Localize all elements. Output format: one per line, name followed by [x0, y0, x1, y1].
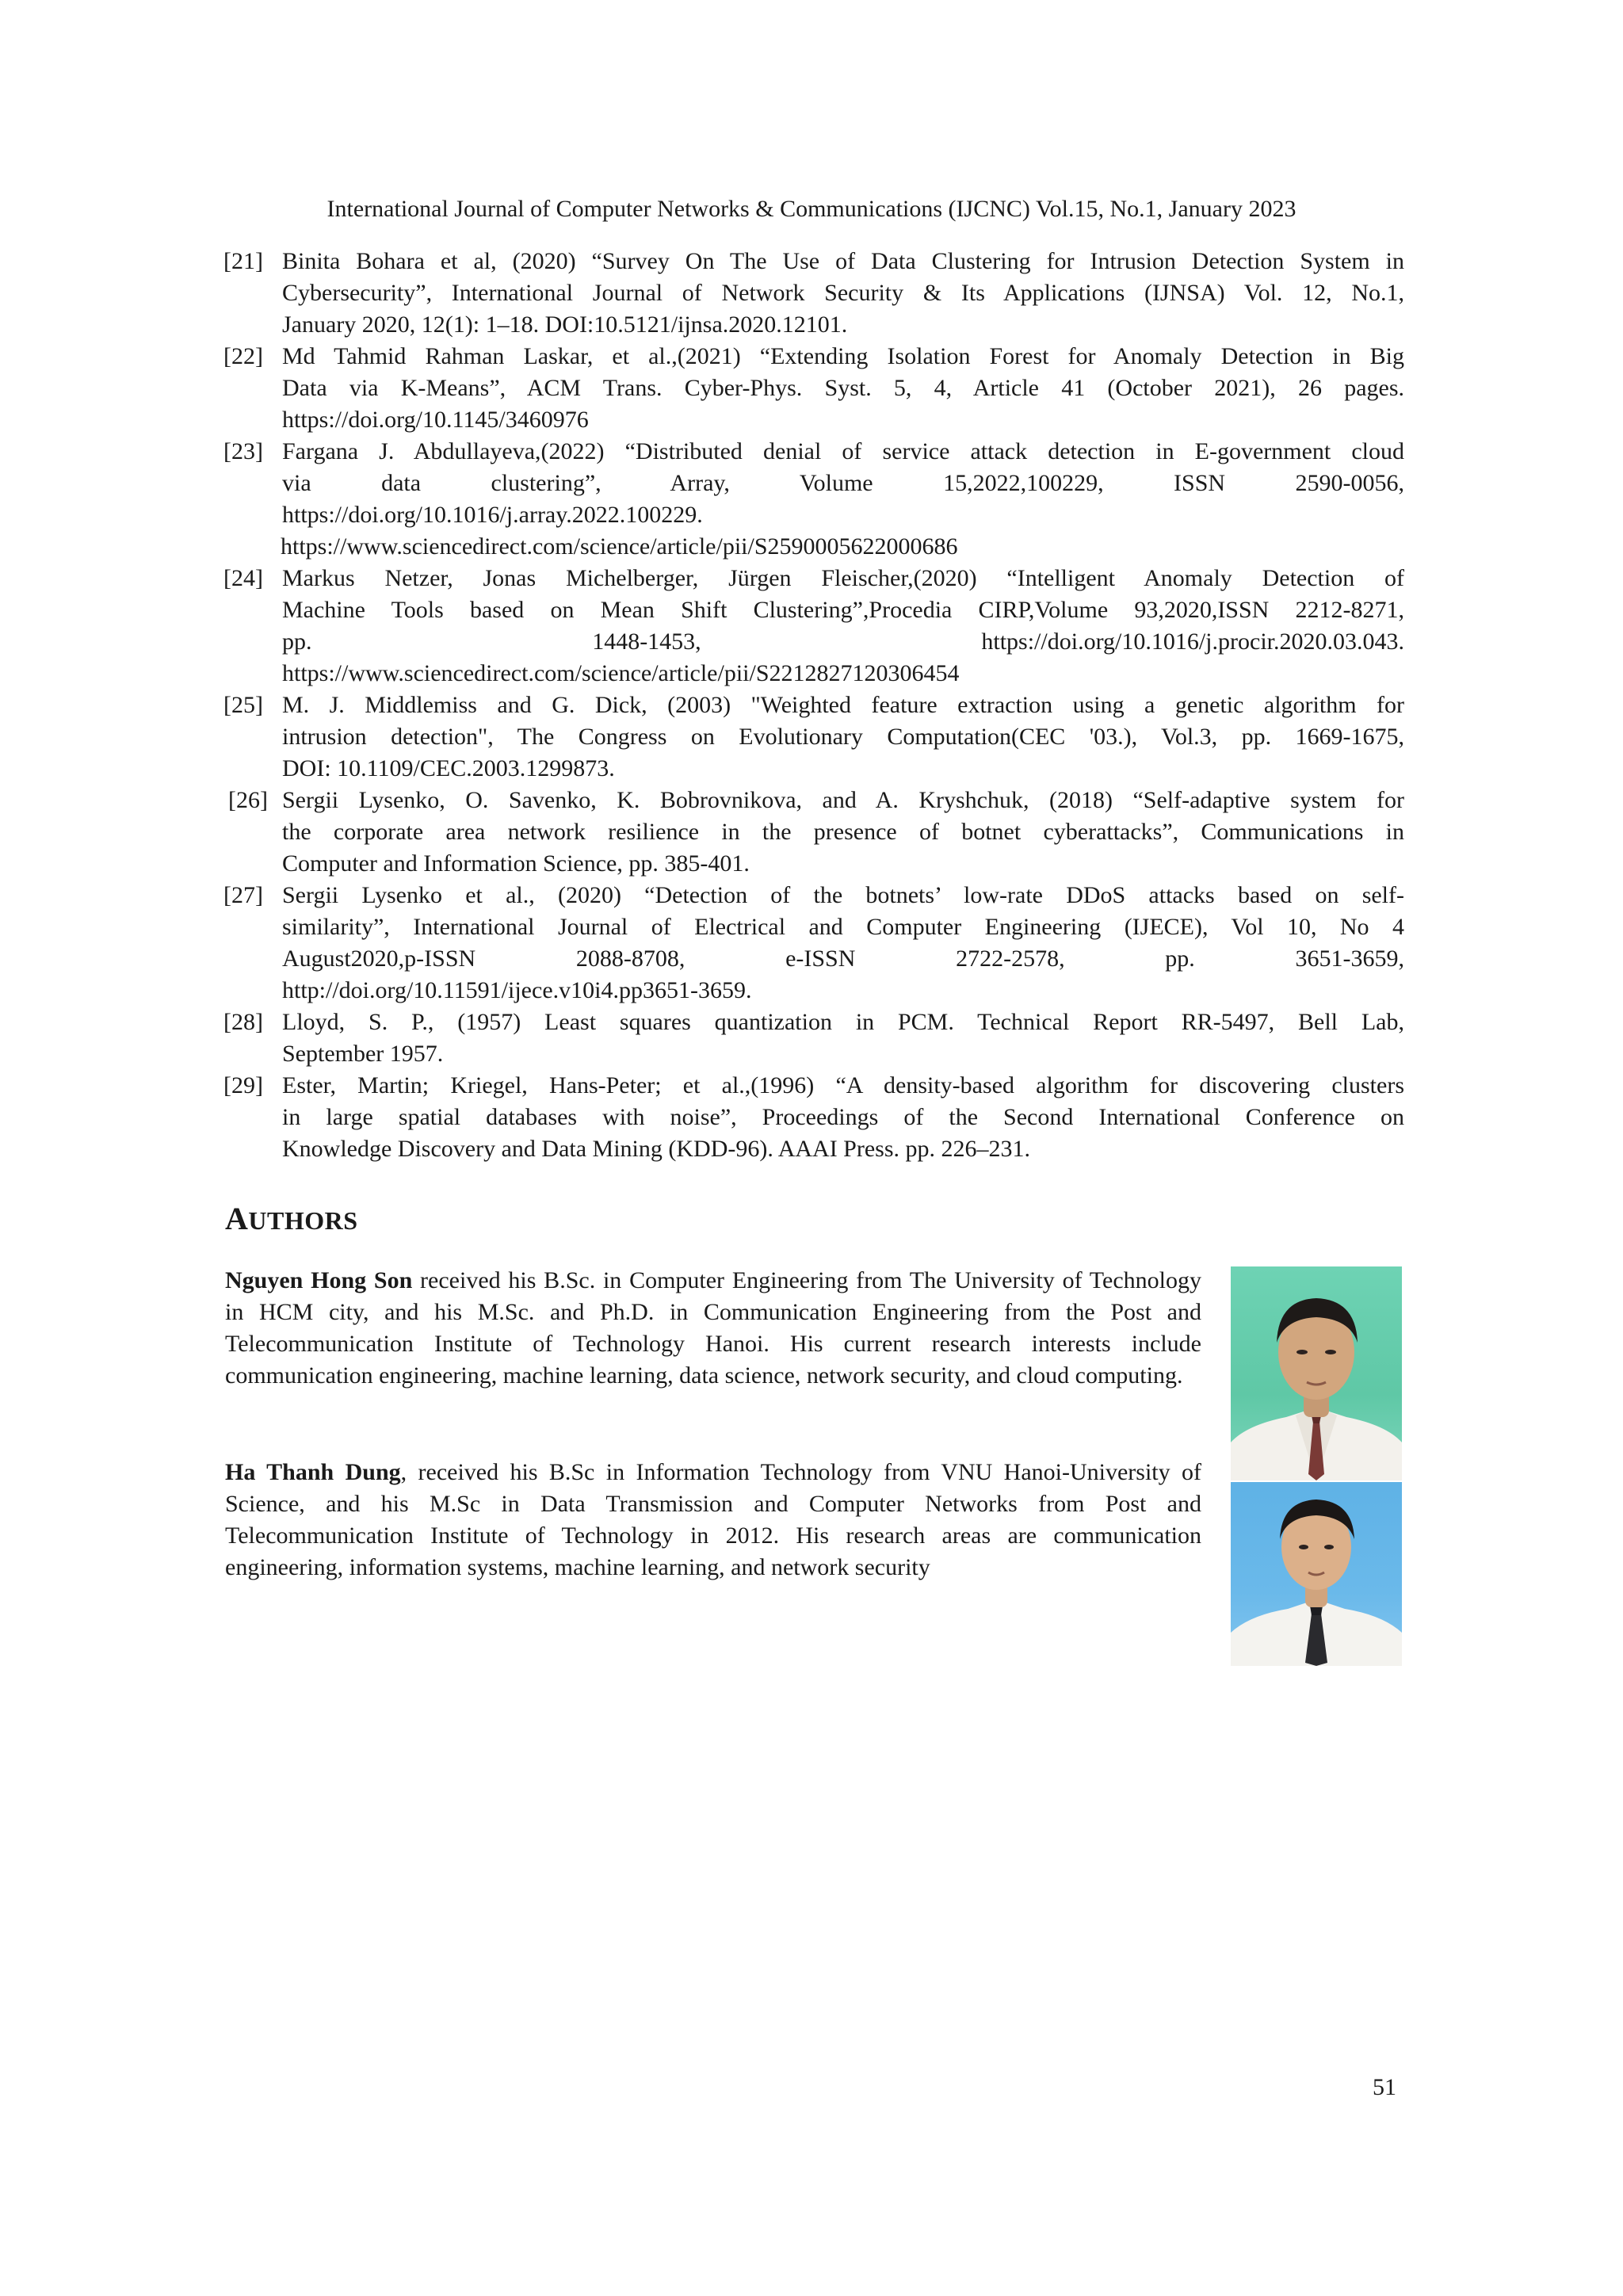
author-photo	[1231, 1482, 1402, 1666]
reference-line: Knowledge Discovery and Data Mining (KDD-96). AAAI Press. pp. 226–231.	[282, 1136, 1031, 1162]
reference-number: [21]	[223, 248, 263, 274]
reference-number: [22]	[223, 343, 263, 369]
reference-number: [23]	[223, 438, 263, 464]
reference-number: [27]	[223, 882, 263, 908]
reference-line: the corporate area network resilience in the presence of botnet cyberattacks”, Communications in	[282, 819, 1404, 845]
reference-item	[223, 341, 1404, 436]
reference-item	[223, 1007, 1404, 1070]
reference-line: Fargana J. Abdullayeva,(2022) “Distributed denial of service attack detection in E-government cloud	[282, 438, 1404, 464]
reference-line: Data via K-Means”, ACM Trans. Cyber-Phys. Syst. 5, 4, Article 41 (October 2021), 26 pages.	[282, 375, 1404, 401]
reference-number: [25]	[223, 692, 263, 718]
reference-item	[223, 785, 1404, 880]
reference-line: Computer and Information Science, pp. 385-401.	[282, 850, 750, 877]
reference-line: Ester, Martin; Kriegel, Hans-Peter; et al.,(1996) “A density-based algorithm for discovering clusters	[282, 1072, 1404, 1098]
reference-item	[223, 436, 1404, 563]
author-name: Nguyen Hong Son	[225, 1267, 413, 1293]
reference-link[interactable]: https://www.sciencedirect.com/science/article/pii/S2212827120306454	[282, 660, 960, 686]
author-name: Ha Thanh Dung	[225, 1459, 401, 1485]
author-bio-text: , received his B.Sc in Information Technology from VNU Hanoi-University of Science, and his M.Sc in Data Transmission and Computer Networks from Post and Telecommunication Institute of Technology in 2012. His research areas are communication engineering, information systems, machine learning, and network security	[225, 1459, 1201, 1580]
reference-line: January 2020, 12(1): 1–18. DOI:10.5121/ijnsa.2020.12101.	[282, 311, 848, 338]
reference-line: Markus Netzer, Jonas Michelberger, Jürgen Fleischer,(2020) “Intelligent Anomaly Detection of	[282, 565, 1404, 591]
reference-line: pp. 1448-1453, https://doi.org/10.1016/j.procir.2020.03.043.	[282, 628, 1404, 655]
author-bio	[225, 1457, 1201, 1584]
reference-item	[223, 690, 1404, 785]
reference-line: August2020,p-ISSN 2088-8708, e-ISSN 2722-2578, pp. 3651-3659,	[282, 946, 1404, 972]
reference-line: Lloyd, S. P., (1957) Least squares quantization in PCM. Technical Report RR-5497, Bell Lab,	[282, 1009, 1404, 1035]
reference-line: similarity”, International Journal of Electrical and Computer Engineering (IJECE), Vol 10, No 4	[282, 914, 1404, 940]
reference-item	[223, 563, 1404, 690]
reference-link[interactable]: https://www.sciencedirect.com/science/article/pii/S2590005622000686	[281, 533, 958, 560]
author-photo	[1231, 1266, 1402, 1480]
author-bio	[225, 1265, 1201, 1392]
reference-link[interactable]: https://doi.org/10.1145/3460976	[282, 407, 589, 433]
reference-line: Cybersecurity”, International Journal of Network Security & Its Applications (IJNSA) Vol. 12, No.1,	[282, 280, 1404, 306]
reference-number: [28]	[223, 1009, 263, 1035]
reference-line: in large spatial databases with noise”, Proceedings of the Second International Conference on	[282, 1104, 1404, 1130]
author-bio-text: received his B.Sc. in Computer Engineering from The University of Technology in HCM city, and his M.Sc. and Ph.D. in Communication Engineering from the Post and Telecommunication Institute of Technology Hanoi. His current research interests include communication engineering, machine learning, data science, network security, and cloud computing.	[225, 1267, 1201, 1389]
author-portrait-2	[1231, 1482, 1402, 1666]
reference-item	[223, 880, 1404, 1007]
reference-item	[223, 1070, 1404, 1165]
reference-line: Machine Tools based on Mean Shift Clustering”,Procedia CIRP,Volume 93,2020,ISSN 2212-8271,	[282, 597, 1404, 623]
reference-line: M. J. Middlemiss and G. Dick, (2003) "Weighted feature extraction using a genetic algorithm for	[282, 692, 1404, 718]
authors-heading	[225, 1200, 358, 1237]
reference-line: DOI: 10.1109/CEC.2003.1299873.	[282, 755, 615, 781]
reference-list	[223, 246, 1404, 1165]
reference-line: Md Tahmid Rahman Laskar, et al.,(2021) “Extending Isolation Forest for Anomaly Detection in Big	[282, 343, 1404, 369]
reference-line: Sergii Lysenko et al., (2020) “Detection of the botnets’ low-rate DDoS attacks based on self-	[282, 882, 1404, 908]
reference-link[interactable]: http://doi.org/10.11591/ijece.v10i4.pp3651-3659.	[282, 977, 752, 1003]
reference-line: via data clustering”, Array, Volume 15,2022,100229, ISSN 2590-0056,	[282, 470, 1404, 496]
authors-heading-initial: A	[225, 1201, 249, 1236]
reference-item	[223, 246, 1404, 341]
reference-line: Binita Bohara et al, (2020) “Survey On The Use of Data Clustering for Intrusion Detection System in	[282, 248, 1404, 274]
reference-line: September 1957.	[282, 1041, 444, 1067]
reference-line: intrusion detection", The Congress on Evolutionary Computation(CEC '03.), Vol.3, pp. 1669-1675,	[282, 724, 1404, 750]
reference-line: Sergii Lysenko, O. Savenko, K. Bobrovnikova, and A. Kryshchuk, (2018) “Self-adaptive system for	[282, 787, 1404, 813]
author-portrait-1	[1231, 1266, 1402, 1480]
reference-link[interactable]: https://doi.org/10.1016/j.array.2022.100229.	[282, 502, 703, 528]
reference-number: [26]	[228, 787, 268, 813]
running-header: International Journal of Computer Networks & Communications (IJCNC) Vol.15, No.1, January 2023	[327, 196, 1296, 222]
authors-heading-rest: UTHORS	[248, 1206, 358, 1235]
page-number: 51	[1373, 2074, 1396, 2100]
reference-number: [29]	[223, 1072, 263, 1098]
reference-number: [24]	[223, 565, 263, 591]
